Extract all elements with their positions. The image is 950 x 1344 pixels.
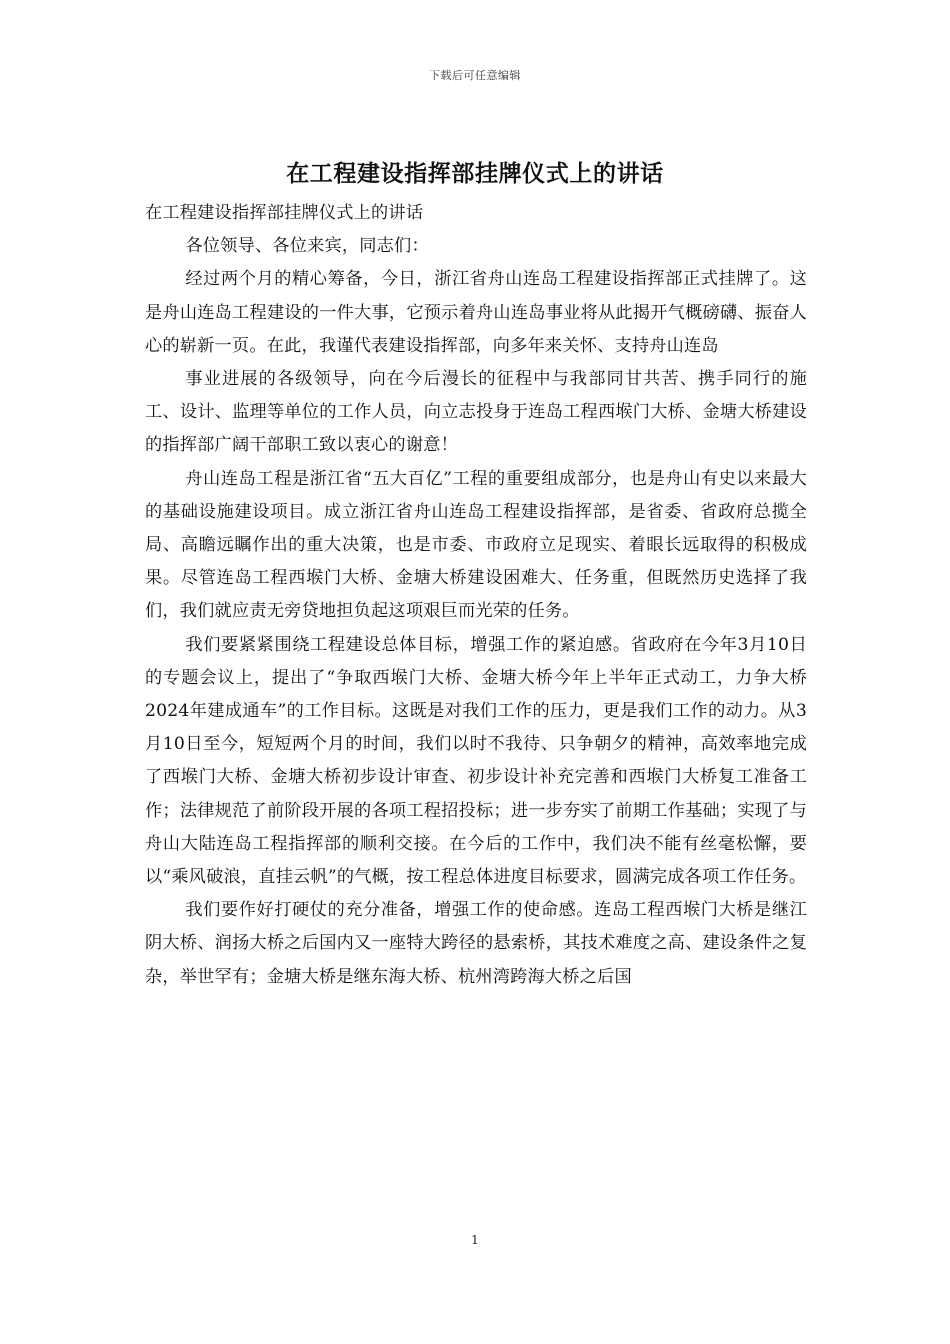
body-paragraph: 我们要作好打硬仗的充分准备，增强工作的使命感。连岛工程西堠门大桥是继江阴大桥、润扬大桥之后国内又一座特大跨径的悬索桥，其技术难度之高、建设条件之复杂，举世罕有；金塘大桥是继东海大桥、杭州湾跨海大桥之后国: [145, 900, 807, 987]
body-paragraph: 经过两个月的精心筹备，今日，浙江省舟山连岛工程建设指挥部正式挂牌了。这是舟山连岛工程建设的一件大事，它预示着舟山连岛事业将从此揭开气概磅礴、振奋人心的崭新一页。在此，我谨代表建设指挥部，向多年来关怀、支持舟山连岛: [145, 269, 807, 356]
document-body: [145, 197, 807, 994]
salutation: 各位领导、各位来宾，同志们：: [185, 236, 429, 257]
subtitle-line: 在工程建设指挥部挂牌仪式上的讲话: [145, 203, 424, 223]
body-paragraph: 舟山连岛工程是浙江省“五大百亿”工程的重要组成部分，也是舟山有史以来最大的基础设施建设项目。成立浙江省舟山连岛工程建设指挥部，是省委、省政府总揽全局、高瞻远瞩作出的重大决策，也是市委、市政府立足现实、着眼长远取得的积极成果。尽管连岛工程西堠门大桥、金塘大桥建设困难大、任务重，但既然历史选择了我们，我们就应责无旁贷地担负起这项艰巨而光荣的任务。: [145, 468, 807, 622]
page-number: 1: [471, 1233, 479, 1247]
body-paragraph: 事业进展的各级领导，向在今后漫长的征程中与我部同甘共苦、携手同行的施工、设计、监理等单位的工作人员，向立志投身于连岛工程西堠门大桥、金塘大桥建设的指挥部广阔干部职工致以衷心的谢意！: [145, 369, 807, 456]
document-title: 在工程建设指挥部挂牌仪式上的讲话: [286, 160, 664, 187]
body-paragraph: 我们要紧紧围绕工程建设总体目标，增强工作的紧迫感。省政府在今年3月10日的专题会议上，提出了“争取西堠门大桥、金塘大桥今年上半年正式动工，力争大桥2024年建成通车”的工作目标。这既是对我们工作的压力，更是我们工作的动力。从3月10日至今，短短两个月的时间，我们以时不我待、只争朝夕的精神，高效率地完成了西堠门大桥、金塘大桥初步设计审查、初步设计补充完善和西堠门大桥复工准备工作；法律规范了前阶段开展的各项工程招投标；进一步夯实了前期工作基础；实现了与舟山大陆连岛工程指挥部的顺利交接。在今后的工作中，我们决不能有丝毫松懈，要以“乘风破浪，直挂云帆”的气概，按工程总体进度目标要求，圆满完成各项工作任务。: [145, 634, 807, 888]
header-note: 下载后可任意编辑: [429, 69, 521, 82]
